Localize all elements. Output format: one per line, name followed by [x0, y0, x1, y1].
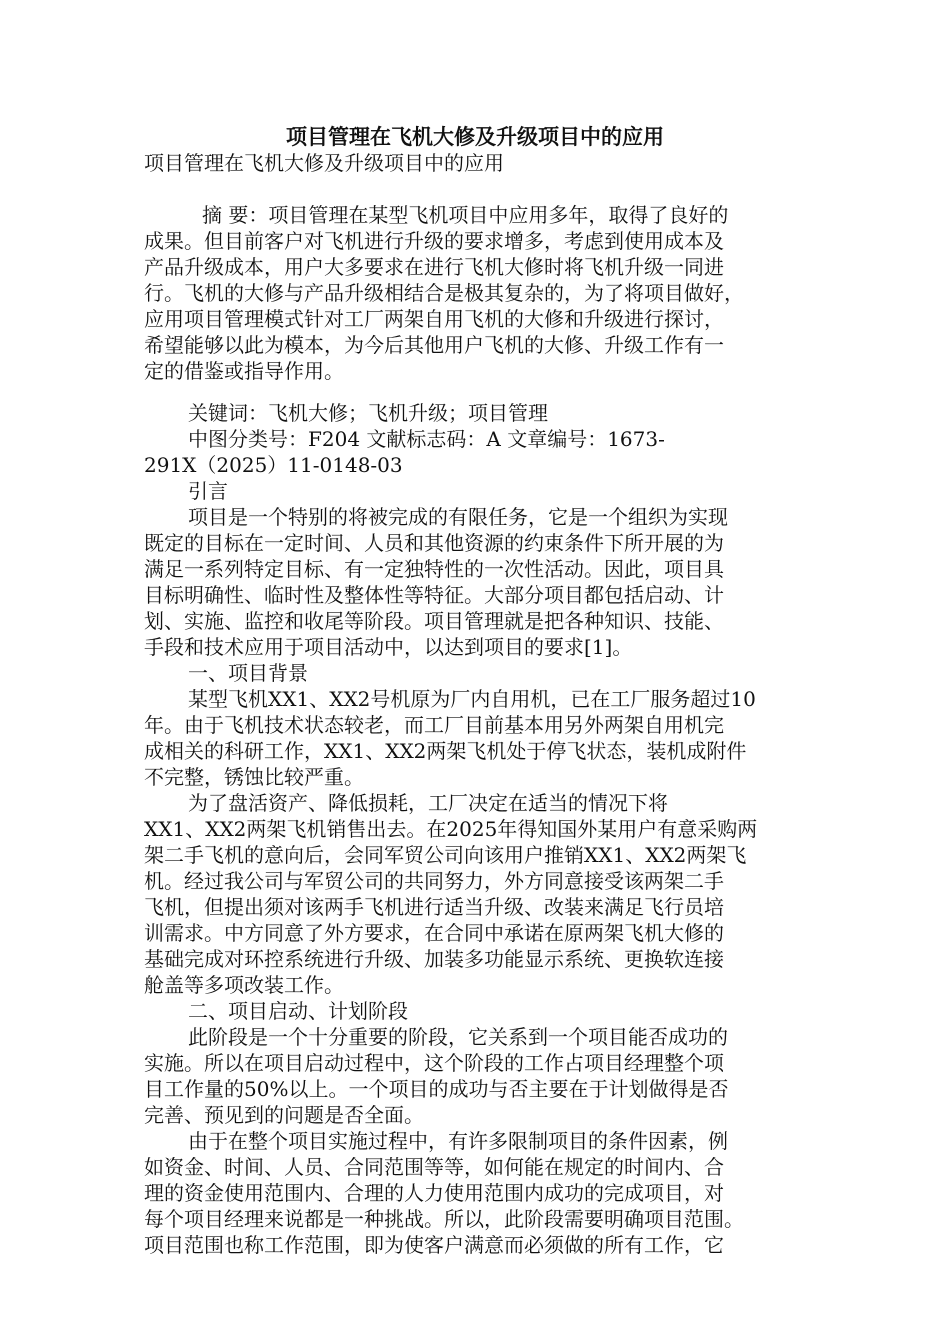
paragraph-line: 完善、预见到的问题是否全面。: [144, 1103, 424, 1127]
abstract-line: 行。飞机的大修与产品升级相结合是极其复杂的，为了将项目做好，: [144, 281, 744, 305]
abstract-line: 成果。但目前客户对飞机进行升级的要求增多，考虑到使用成本及: [144, 229, 724, 253]
keywords: 关键词：飞机大修；飞机升级；项目管理: [188, 401, 548, 425]
abstract-line: 定的借鉴或指导作用。: [144, 359, 344, 383]
paragraph-line: 目工作量的50%以上。一个项目的成功与否主要在于计划做得是否: [144, 1077, 729, 1101]
section-heading: 一、项目背景: [188, 661, 308, 685]
paragraph-line: 手段和技术应用于项目活动中，以达到项目的要求[1]。: [144, 635, 633, 659]
paragraph-line: 既定的目标在一定时间、人员和其他资源的约束条件下所开展的为: [144, 531, 724, 555]
paragraph-line: XX1、XX2两架飞机销售出去。在2025年得知国外某用户有意采购两: [144, 817, 758, 841]
paragraph-line: 基础完成对环控系统进行升级、加装多功能显示系统、更换软连接: [144, 947, 724, 971]
paragraph-line: 训需求。中方同意了外方要求，在合同中承诺在原两架飞机大修的: [144, 921, 724, 945]
document-subtitle: 项目管理在飞机大修及升级项目中的应用: [144, 151, 504, 175]
paragraph-line: 此阶段是一个十分重要的阶段，它关系到一个项目能否成功的: [188, 1025, 728, 1049]
paragraph-line: 舱盖等多项改装工作。: [144, 973, 344, 997]
paragraph-line: 满足一系列特定目标、有一定独特性的一次性活动。因此，项目具: [144, 557, 724, 581]
paragraph-line: 如资金、时间、人员、合同范围等等，如何能在规定的时间内、合: [144, 1155, 724, 1179]
paragraph-line: 某型飞机XX1、XX2号机原为厂内自用机，已在工厂服务超过10: [188, 687, 756, 711]
paragraph-line: 由于在整个项目实施过程中，有许多限制项目的条件因素，例: [188, 1129, 728, 1153]
paragraph-line: 架二手飞机的意向后，会同军贸公司向该用户推销XX1、XX2两架飞: [144, 843, 747, 867]
paragraph-line: 每个项目经理来说都是一种挑战。所以，此阶段需要明确项目范围。: [144, 1207, 744, 1231]
abstract-line: 产品升级成本，用户大多要求在进行飞机大修时将飞机升级一同进: [144, 255, 724, 279]
classification-line: 291X（2025）11-0148-03: [144, 453, 403, 477]
paragraph-line: 项目是一个特别的将被完成的有限任务，它是一个组织为实现: [188, 505, 728, 529]
abstract-line: 应用项目管理模式针对工厂两架自用飞机的大修和升级进行探讨，: [144, 307, 724, 331]
paragraph-line: 成相关的科研工作，XX1、XX2两架飞机处于停飞状态，装机成附件: [144, 739, 747, 763]
paragraph-line: 不完整，锈蚀比较严重。: [144, 765, 364, 789]
paragraph-line: 划、实施、监控和收尾等阶段。项目管理就是把各种知识、技能、: [144, 609, 724, 633]
paragraph-line: 理的资金使用范围内、合理的人力使用范围内成功的完成项目，对: [144, 1181, 724, 1205]
paragraph-line: 项目范围也称工作范围，即为使客户满意而必须做的所有工作，它: [144, 1233, 724, 1257]
paragraph-line: 目标明确性、临时性及整体性等特征。大部分项目都包括启动、计: [144, 583, 724, 607]
paragraph-line: 机。经过我公司与军贸公司的共同努力，外方同意接受该两架二手: [144, 869, 724, 893]
paragraph-line: 为了盘活资产、降低损耗，工厂决定在适当的情况下将: [188, 791, 668, 815]
intro-heading: 引言: [188, 479, 228, 503]
paragraph-line: 飞机，但提出须对该两手飞机进行适当升级、改装来满足飞行员培: [144, 895, 724, 919]
classification-line: 中图分类号：F204 文献标志码：A 文章编号：1673-: [188, 427, 665, 451]
document-title: 项目管理在飞机大修及升级项目中的应用: [286, 124, 664, 149]
paragraph-line: 年。由于飞机技术状态较老，而工厂目前基本用另外两架自用机完: [144, 713, 724, 737]
abstract-line: 希望能够以此为模本，为今后其他用户飞机的大修、升级工作有一: [144, 333, 724, 357]
section-heading: 二、项目启动、计划阶段: [188, 999, 408, 1023]
paragraph-line: 实施。所以在项目启动过程中，这个阶段的工作占项目经理整个项: [144, 1051, 724, 1075]
abstract-line: 摘 要：项目管理在某型飞机项目中应用多年，取得了良好的: [202, 203, 729, 227]
